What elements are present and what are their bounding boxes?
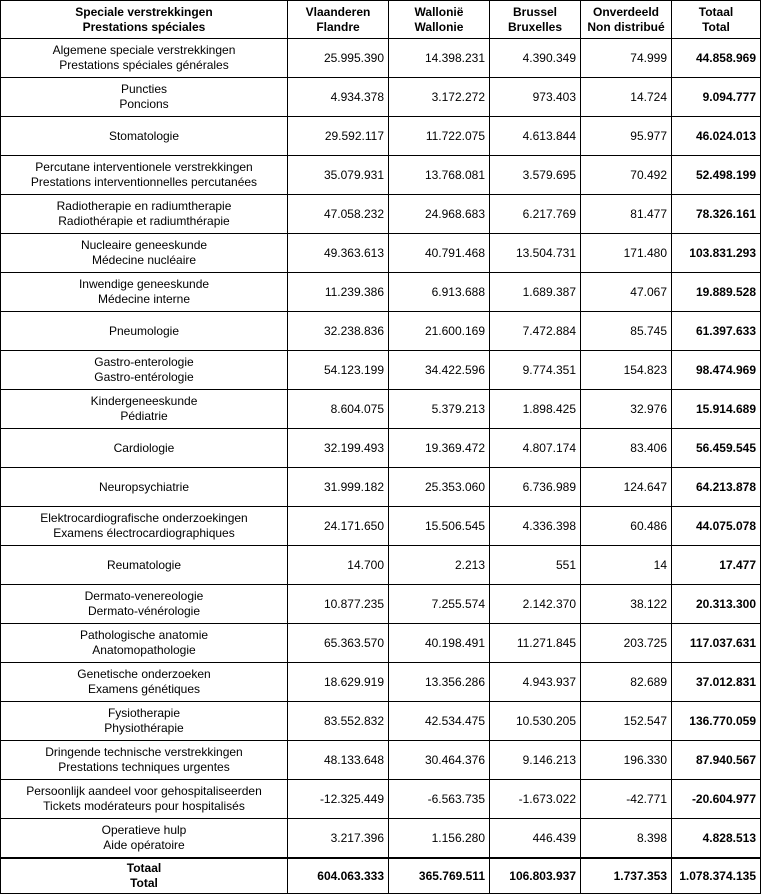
value-total: 1.078.374.135 [672,858,761,894]
value-wallonia: 13.356.286 [389,663,490,702]
value-undistributed: 1.737.353 [581,858,672,894]
value-brussels: 6.736.989 [490,468,581,507]
value-flanders: 32.238.836 [288,312,389,351]
value-total: 17.477 [672,546,761,585]
value-undistributed: 38.122 [581,585,672,624]
value-undistributed: 47.067 [581,273,672,312]
table-row [1,273,761,312]
table-row [1,117,761,156]
label-nl: Elektrocardiografische onderzoekingen [40,511,248,525]
value-brussels: 7.472.884 [490,312,581,351]
value-flanders: 8.604.075 [288,390,389,429]
label-fr: Physiothérapie [104,721,184,735]
table-body [1,39,761,894]
value-wallonia: 19.369.472 [389,429,490,468]
value-total: 103.831.293 [672,234,761,273]
label-fr: Dermato-vénérologie [87,604,201,618]
table-row [1,663,761,702]
value-total: 46.024.013 [672,117,761,156]
table-row [1,39,761,78]
header-category [1,1,288,39]
row-label [1,273,288,312]
table-row [1,234,761,273]
total-row [1,858,761,894]
value-undistributed: 60.486 [581,507,672,546]
value-wallonia: 365.769.511 [389,858,490,894]
value-total: 4.828.513 [672,819,761,858]
value-undistributed: 14.724 [581,78,672,117]
header-flanders [288,1,389,39]
value-brussels: -1.673.022 [490,780,581,819]
label-nl: Cardiologie [113,440,175,455]
value-wallonia: 14.398.231 [389,39,490,78]
value-undistributed: 124.647 [581,468,672,507]
table-row [1,351,761,390]
label-fr: Anatomopathologie [92,643,196,657]
header-undistributed-nl: Onverdeeld [592,4,660,19]
value-total: -20.604.977 [672,780,761,819]
value-brussels: 551 [490,546,581,585]
label-nl: Nucleaire geneeskunde [80,238,208,252]
label-nl: Radiotherapie en radiumtherapie [56,199,232,213]
value-flanders: 35.079.931 [288,156,389,195]
row-label [1,663,288,702]
value-wallonia: -6.563.735 [389,780,490,819]
row-label [1,780,288,819]
label-nl: Persoonlijk aandeel voor gehospitaliseerden [26,784,262,798]
value-brussels: 9.774.351 [490,351,581,390]
value-flanders: 49.363.613 [288,234,389,273]
label-nl: Neuropsychiatrie [98,479,190,494]
value-wallonia: 1.156.280 [389,819,490,858]
value-undistributed: 32.976 [581,390,672,429]
header-row [1,1,761,39]
total-label [1,858,288,894]
value-wallonia: 15.506.545 [389,507,490,546]
label-fr: Prestations spéciales générales [59,58,229,72]
value-total: 9.094.777 [672,78,761,117]
header-brussels-fr: Bruxelles [507,19,563,34]
value-total: 117.037.631 [672,624,761,663]
value-undistributed: 70.492 [581,156,672,195]
value-brussels: 106.803.937 [490,858,581,894]
value-wallonia: 34.422.596 [389,351,490,390]
label-fr: Examens électrocardiographiques [53,526,235,540]
table-row [1,156,761,195]
row-label [1,39,288,78]
value-wallonia: 7.255.574 [389,585,490,624]
value-total: 78.326.161 [672,195,761,234]
table-row [1,78,761,117]
value-brussels: 11.271.845 [490,624,581,663]
value-undistributed: 171.480 [581,234,672,273]
table-row [1,819,761,858]
label-fr: Médecine interne [97,292,191,306]
table-row [1,702,761,741]
row-label [1,507,288,546]
header-wallonia-fr: Wallonie [414,19,464,34]
label-fr: Poncions [119,97,169,111]
label-nl: Inwendige geneeskunde [78,277,210,291]
row-label [1,429,288,468]
label-nl: Puncties [120,82,168,96]
value-total: 20.313.300 [672,585,761,624]
table-row [1,624,761,663]
value-wallonia: 40.791.468 [389,234,490,273]
label-nl: Kindergeneeskunde [90,394,198,408]
value-brussels: 4.943.937 [490,663,581,702]
value-flanders: 604.063.333 [288,858,389,894]
row-label [1,78,288,117]
value-brussels: 10.530.205 [490,702,581,741]
value-flanders: 3.217.396 [288,819,389,858]
value-flanders: 47.058.232 [288,195,389,234]
header-total-nl: Totaal [698,4,734,19]
table-row [1,468,761,507]
value-brussels: 9.146.213 [490,741,581,780]
value-brussels: 4.807.174 [490,429,581,468]
value-total: 44.858.969 [672,39,761,78]
value-undistributed: 82.689 [581,663,672,702]
table-row [1,429,761,468]
value-flanders: 14.700 [288,546,389,585]
value-wallonia: 6.913.688 [389,273,490,312]
value-wallonia: 30.464.376 [389,741,490,780]
value-undistributed: 85.745 [581,312,672,351]
value-total: 61.397.633 [672,312,761,351]
value-undistributed: 154.823 [581,351,672,390]
row-label [1,585,288,624]
row-label [1,195,288,234]
row-label [1,702,288,741]
header-brussels-nl: Brussel [512,4,558,19]
value-flanders: 65.363.570 [288,624,389,663]
label-fr: Total [130,875,158,890]
row-label [1,468,288,507]
table-row [1,780,761,819]
row-label [1,156,288,195]
label-nl: Dringende technische verstrekkingen [45,745,243,759]
label-nl: Pneumologie [108,323,180,338]
row-label [1,351,288,390]
label-fr: Médecine nucléaire [91,253,197,267]
label-nl: Algemene speciale verstrekkingen [52,43,236,57]
value-brussels: 3.579.695 [490,156,581,195]
value-undistributed: 203.725 [581,624,672,663]
value-wallonia: 11.722.075 [389,117,490,156]
table-row [1,507,761,546]
label-nl: Dermato-venereologie [84,589,204,603]
value-flanders: 31.999.182 [288,468,389,507]
row-label [1,819,288,858]
label-nl: Stomatologie [108,128,180,143]
value-flanders: 4.934.378 [288,78,389,117]
header-brussels [490,1,581,39]
value-brussels: 973.403 [490,78,581,117]
value-undistributed: 83.406 [581,429,672,468]
value-flanders: -12.325.449 [288,780,389,819]
value-flanders: 29.592.117 [288,117,389,156]
value-undistributed: 74.999 [581,39,672,78]
value-total: 19.889.528 [672,273,761,312]
label-nl: Reumatologie [106,557,182,572]
value-flanders: 10.877.235 [288,585,389,624]
value-brussels: 2.142.370 [490,585,581,624]
value-total: 87.940.567 [672,741,761,780]
value-total: 136.770.059 [672,702,761,741]
header-category-nl: Speciale verstrekkingen [75,4,213,19]
value-total: 52.498.199 [672,156,761,195]
table-row [1,312,761,351]
row-label [1,741,288,780]
label-nl: Fysiotherapie [107,706,181,720]
value-brussels: 4.390.349 [490,39,581,78]
value-wallonia: 2.213 [389,546,490,585]
label-fr: Aide opératoire [103,837,185,852]
value-wallonia: 5.379.213 [389,390,490,429]
row-label [1,234,288,273]
value-flanders: 11.239.386 [288,273,389,312]
label-fr: Examens génétiques [87,682,201,696]
value-flanders: 83.552.832 [288,702,389,741]
table-row [1,585,761,624]
table-row [1,546,761,585]
value-total: 56.459.545 [672,429,761,468]
value-undistributed: 8.398 [581,819,672,858]
label-nl: Genetische onderzoeken [77,667,211,681]
row-label [1,312,288,351]
label-nl: Percutane interventionele verstrekkingen [35,160,253,174]
value-undistributed: 81.477 [581,195,672,234]
row-label [1,390,288,429]
value-wallonia: 21.600.169 [389,312,490,351]
value-total: 15.914.689 [672,390,761,429]
header-flanders-fr: Flandre [316,19,360,34]
value-total: 37.012.831 [672,663,761,702]
value-brussels: 446.439 [490,819,581,858]
header-category-fr: Prestations spéciales [82,19,206,34]
label-nl: Operatieve hulp [101,822,187,837]
value-wallonia: 40.198.491 [389,624,490,663]
value-brussels: 1.898.425 [490,390,581,429]
value-undistributed: 14 [581,546,672,585]
row-label [1,117,288,156]
label-nl: Totaal [126,860,162,875]
header-total [672,1,761,39]
value-undistributed: 196.330 [581,741,672,780]
value-total: 98.474.969 [672,351,761,390]
value-flanders: 48.133.648 [288,741,389,780]
value-wallonia: 42.534.475 [389,702,490,741]
value-undistributed: -42.771 [581,780,672,819]
header-total-fr: Total [702,19,730,34]
label-fr: Gastro-entérologie [94,370,194,384]
value-wallonia: 3.172.272 [389,78,490,117]
value-brussels: 1.689.387 [490,273,581,312]
header-undistributed-fr: Non distribué [587,19,665,34]
value-flanders: 24.171.650 [288,507,389,546]
value-flanders: 18.629.919 [288,663,389,702]
value-flanders: 54.123.199 [288,351,389,390]
value-undistributed: 152.547 [581,702,672,741]
value-brussels: 13.504.731 [490,234,581,273]
label-fr: Radiothérapie et radiumthérapie [58,214,230,228]
value-brussels: 4.613.844 [490,117,581,156]
table-row [1,741,761,780]
value-undistributed: 95.977 [581,117,672,156]
value-total: 64.213.878 [672,468,761,507]
value-wallonia: 13.768.081 [389,156,490,195]
label-fr: Prestations interventionnelles percutanées [30,175,258,189]
label-fr: Prestations techniques urgentes [58,760,230,774]
header-wallonia-nl: Wallonië [414,4,464,19]
row-label [1,546,288,585]
label-nl: Pathologische anatomie [79,628,209,642]
header-undistributed [581,1,672,39]
table-row [1,390,761,429]
header-wallonia [389,1,490,39]
value-wallonia: 24.968.683 [389,195,490,234]
value-flanders: 32.199.493 [288,429,389,468]
row-label [1,624,288,663]
header-flanders-nl: Vlaanderen [305,4,371,19]
value-flanders: 25.995.390 [288,39,389,78]
value-brussels: 4.336.398 [490,507,581,546]
value-wallonia: 25.353.060 [389,468,490,507]
value-total: 44.075.078 [672,507,761,546]
label-nl: Gastro-enterologie [94,355,194,369]
table-row [1,195,761,234]
value-brussels: 6.217.769 [490,195,581,234]
label-fr: Tickets modérateurs pour hospitalisés [43,799,245,813]
label-fr: Pédiatrie [120,409,168,423]
